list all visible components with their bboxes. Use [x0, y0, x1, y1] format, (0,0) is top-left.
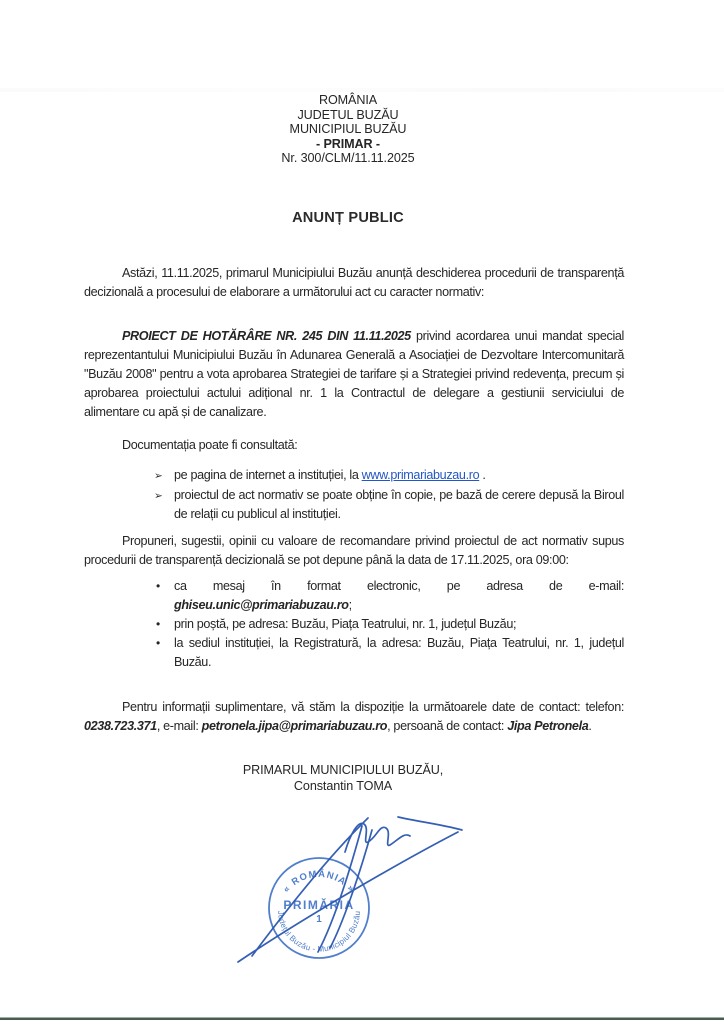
letterhead-country: ROMÂNIA [318, 93, 378, 107]
letterhead [84, 93, 612, 166]
stamp-center-text: PRIMĂRIA [283, 898, 355, 912]
stamp-top-text: « ROMÂNIA » [280, 868, 358, 895]
email-item-pre: ca mesaj în format electronic, pe adresa de e-mail: [174, 578, 624, 593]
email-address: ghiseu.unic@primariabuzau.ro [174, 597, 349, 612]
list-item [156, 577, 624, 615]
submission-list [156, 577, 624, 672]
registry-item-text: la sediul instituției, la Registratură, la adresa: Buzău, Piața Teatrului, nr. 1, județul Buzău. [174, 635, 624, 669]
contact-paragraph [84, 698, 624, 736]
contact-mid-email: , e-mail: [156, 718, 202, 733]
registration-number: Nr. 300/CLM/11.11.2025 [281, 151, 415, 165]
email-item-text [174, 577, 624, 615]
email-item-post: ; [348, 597, 352, 612]
contact-pre: Pentru informații suplimentare, vă stăm la dispoziție la următoarele date de contact: telefon: [122, 699, 624, 714]
round-stamp [269, 858, 369, 958]
page-bottom-edge [0, 1017, 724, 1020]
signature-block [84, 762, 602, 795]
list-item [154, 486, 624, 524]
signatory-office: PRIMARUL MUNICIPIULUI BUZĂU, [242, 762, 444, 777]
contact-mid-person: , persoană de contact: [387, 718, 508, 733]
arrow-bullet-icon: ➢ [154, 489, 163, 502]
page-title: ANUNȚ PUBLIC [292, 209, 404, 226]
list-item [156, 634, 624, 672]
contact-phone: 0238.723.371 [84, 718, 157, 733]
dot-bullet-icon: • [156, 616, 160, 631]
stamp-number: 1 [316, 914, 322, 925]
website-item-text [174, 466, 624, 486]
copy-item-text: proiectul de act normativ se poate obține în copie, pe bază de cerere depusă la Biroul de relații cu publicul al instituției. [174, 487, 624, 521]
dot-bullet-icon: • [156, 578, 160, 593]
project-paragraph [84, 327, 624, 422]
intro-paragraph: Astăzi, 11.11.2025, primarul Municipiului Buzău anunță deschiderea procedurii de transparență decizională a procesului de elaborare a următorului act cu caracter normativ: [84, 265, 624, 299]
post-item-text: prin poștă, pe adresa: Buzău, Piața Teatrului, nr. 1, județul Buzău; [174, 616, 517, 631]
stamp-and-signature [188, 812, 478, 987]
contact-email: petronela.jipa@primariabuzau.ro [201, 718, 388, 733]
project-title-run: PROIECT DE HOTĂRÂRE NR. 245 DIN 11.11.2025 [122, 328, 411, 343]
project-body-run: privind acordarea unui mandat special reprezentantului Municipiului Buzău în Adunarea Generală a Asociației de Dezvoltare Intercomunitară "Buzău 2008" pentru a vota aprobarea Strategiei de tarifare și a Strategiei privind redevența, precum și aprobarea proiectului actului adițional nr. 1 la Contractul de delegare a gestiunii serviciului de alimentare cu apă și de canalizare. [84, 328, 624, 419]
list-item [156, 615, 624, 634]
dot-bullet-icon: • [156, 635, 160, 650]
contact-end: . [588, 718, 592, 733]
contact-person: Jipa Petronela [507, 718, 589, 733]
email-item-address-line [174, 596, 624, 615]
letterhead-county: JUDETUL BUZĂU [297, 107, 399, 122]
letterhead-office: - PRIMAR - [315, 136, 381, 151]
letterhead-municipality: MUNICIPIUL BUZĂU [289, 122, 407, 136]
proposals-paragraph: Propuneri, sugestii, opinii cu valoare de recomandare privind proiectul de act normativ supus procedurii de transparență decizională se pot depune până la data de 17.11.2025, ora 09:00: [84, 533, 624, 567]
website-link[interactable]: www.primariabuzau.ro [361, 467, 480, 482]
consultation-list [154, 466, 624, 524]
website-item-pre: pe pagina de internet a instituției, la [174, 467, 362, 482]
stamp-bottom-text: Județul Buzău - Municipiul Buzău [275, 910, 363, 954]
signatory-name: Constantin TOMA [293, 779, 393, 793]
documentation-intro: Documentația poate fi consultată: [122, 437, 298, 452]
arrow-bullet-icon: ➢ [154, 469, 163, 482]
list-item [154, 466, 624, 486]
website-item-post: . [479, 467, 486, 482]
